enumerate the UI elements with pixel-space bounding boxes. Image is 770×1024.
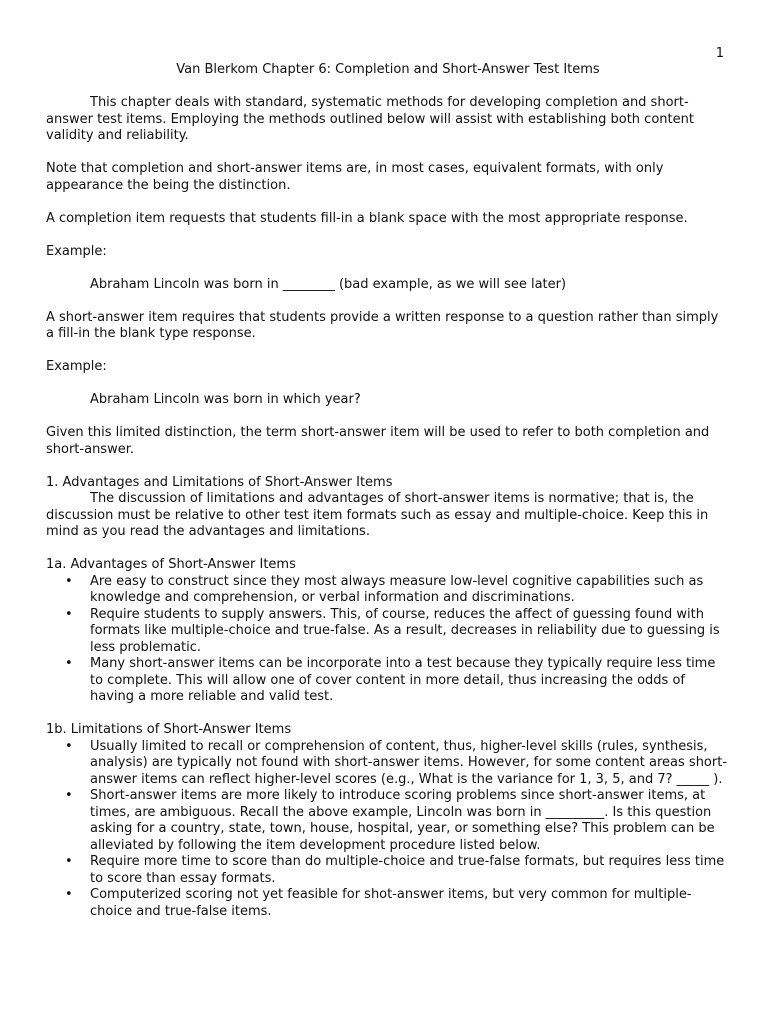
limitations-list <box>46 739 730 921</box>
list-item: • Computerized scoring not yet feasible for shot-answer items, but very common for multiple-choice and true-false items. <box>90 887 730 920</box>
section-heading: 1a. Advantages of Short-Answer Items <box>46 557 296 572</box>
list-item: • Require more time to score than do multiple-choice and true-false formats, but requires less time to score than essay formats. <box>90 854 730 887</box>
document-body <box>46 62 730 920</box>
advantages-list <box>46 574 730 706</box>
example-completion: Abraham Lincoln was born in ________ (bad example, as we will see later) <box>90 276 567 292</box>
distinction-paragraph: Given this limited distinction, the term short-answer item will be used to refer to both completion and short-answer. <box>46 425 710 457</box>
list-item: • Many short-answer items can be incorporate into a test because they typically require less time to complete. This will allow one of cover content in more detail, thus increasing the odds of having a more reliable and valid test. <box>90 656 730 706</box>
list-item: • Short-answer items are more likely to introduce scoring problems since short-answer items, at times, are ambiguous. Recall the above example, Lincoln was born in _________. Is this question asking for a country, state, town, house, hospital, year, or something else? This problem can be alleviated by following the item development procedure listed below. <box>90 788 730 854</box>
note-paragraph: Note that completion and short-answer items are, in most cases, equivalent formats, with only appearance the being the distinction. <box>46 161 664 193</box>
short-answer-definition: A short-answer item requires that students provide a written response to a question rather than simply a fill-in the blank type response. <box>46 309 719 341</box>
list-item: • Usually limited to recall or comprehension of content, thus, higher-level skills (rules, synthesis, analysis) are typically not found with short-answer items. However, for some content areas short-answer items can reflect higher-level scores (e.g., What is the variance for 1, 3, 5, and 7? _____ ). <box>90 739 730 789</box>
section-paragraph: The discussion of limitations and advantages of short-answer items is normative; that is, the discussion must be relative to other test item formats such as essay and multiple-choice. Keep this in mind as you read the advantages and limitations. <box>46 491 709 539</box>
example-label: Example: <box>46 359 107 374</box>
section-heading: 1b. Limitations of Short-Answer Items <box>46 722 292 737</box>
example-short-answer: Abraham Lincoln was born in which year? <box>90 392 361 407</box>
list-item: • Require students to supply answers. This, of course, reduces the affect of guessing found with formats like multiple-choice and true-false. As a result, decreases in reliability due to guessing is less problematic. <box>90 607 730 657</box>
document-title: Van Blerkom Chapter 6: Completion and Short-Answer Test Items <box>176 62 600 77</box>
page-number: 1 <box>715 46 724 61</box>
list-item: • Are easy to construct since they most always measure low-level cognitive capabilities such as knowledge and comprehension, or verbal information and discriminations. <box>90 574 730 607</box>
intro-paragraph: This chapter deals with standard, systematic methods for developing completion and short-answer test items. Employing the methods outlined below will assist with establishing both content validity and reliability. <box>46 95 694 143</box>
section-heading: 1. Advantages and Limitations of Short-Answer Items <box>46 474 393 490</box>
completion-definition: A completion item requests that students fill-in a blank space with the most appropriate response. <box>46 210 688 226</box>
example-label: Example: <box>46 243 107 259</box>
